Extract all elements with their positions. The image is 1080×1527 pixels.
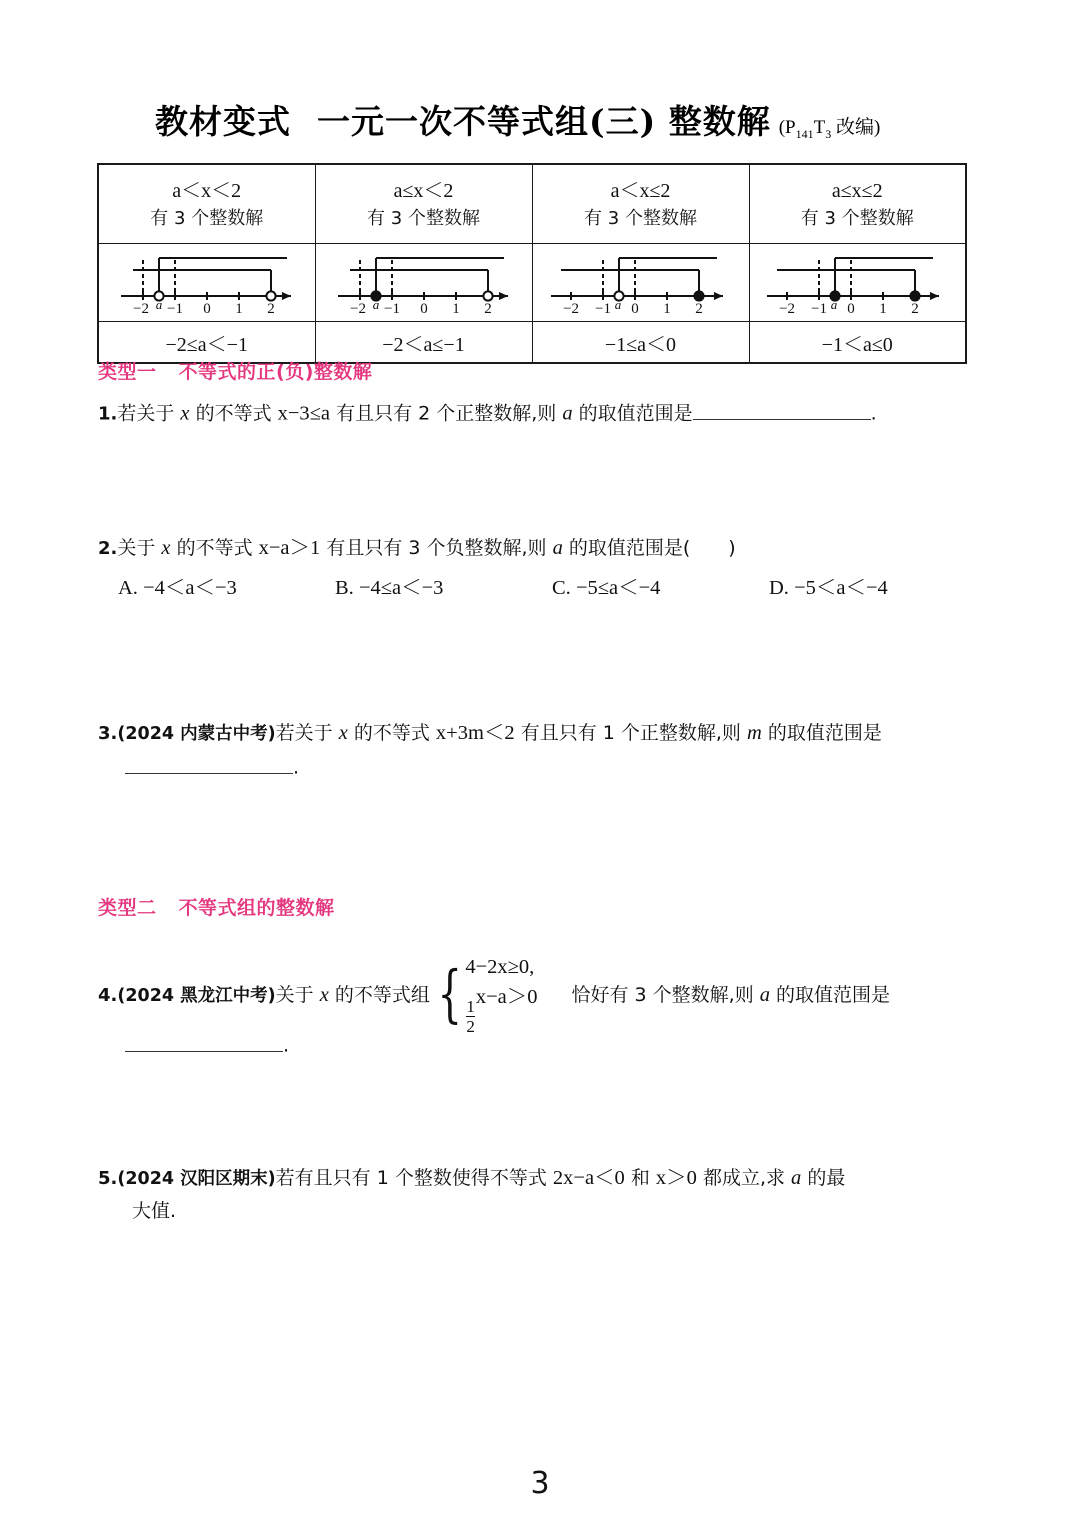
- question-2-text-d: 的取值范围是( ): [562, 537, 736, 559]
- a-label-2: a: [372, 297, 379, 312]
- question-1-var-x: x: [180, 402, 190, 425]
- tick-label-1-3: 1: [235, 301, 243, 316]
- tick-label-2-4: 2: [483, 301, 492, 316]
- fraction-numerator: 1: [466, 997, 475, 1017]
- page-title-topic: 一元一次不等式组(三) 整数解: [317, 102, 771, 141]
- tick-label-4-0: −2: [779, 301, 796, 316]
- question-1-expression: x−3≤a: [277, 402, 331, 425]
- endpoint-open-right-1: [266, 291, 275, 300]
- question-5-text-c: 都成立,求: [696, 1167, 792, 1189]
- question-3-var-x: x: [338, 722, 348, 744]
- question-4: [98, 955, 890, 1038]
- table-cell-diagram-3: [532, 244, 749, 322]
- a-label-4: a: [831, 297, 838, 312]
- question-1-text-d: 的取值范围是: [572, 402, 693, 425]
- table-cell-answer-1: −2≤a＜−1: [98, 322, 315, 364]
- question-2-expression: x−a＞1: [258, 537, 321, 559]
- section-heading-type-one: [98, 357, 372, 384]
- question-3-answer-row: [125, 752, 299, 784]
- question-1: [98, 398, 877, 430]
- ref-tail: 改编): [831, 117, 881, 138]
- question-4-text-c: 恰好有 3 个整数解,则: [571, 984, 760, 1007]
- question-5-text-b: 和: [624, 1167, 656, 1189]
- question-4-text-a: 关于: [275, 984, 320, 1007]
- tick-label-3-2: 0: [630, 301, 639, 316]
- question-1-var-a: a: [562, 402, 573, 425]
- table-cell-condition-2: [315, 164, 532, 244]
- number-line-diagram-1: [107, 244, 307, 316]
- question-2-options: [118, 570, 888, 600]
- question-3-text-a: 若关于: [275, 722, 339, 744]
- a-label-3: a: [614, 297, 621, 312]
- table-cell-condition-3: [532, 164, 749, 244]
- question-5-text-d: 的最: [801, 1167, 846, 1189]
- table-row-diagrams: [98, 244, 966, 322]
- fraction-denominator: 2: [466, 1016, 475, 1036]
- section-two-name: 不等式组的整数解: [178, 897, 335, 919]
- condition-text-2: a≤x＜2: [393, 180, 454, 202]
- tick-label-2-0: −2: [349, 301, 366, 316]
- condition-text-1: a＜x＜2: [172, 180, 242, 202]
- option-d-key: D.: [769, 577, 789, 599]
- tick-label-2-3: 1: [451, 301, 460, 316]
- question-4-system-line-2-rest: x−a＞0: [475, 985, 538, 1008]
- question-3-tail: .: [293, 756, 300, 779]
- page-number: 3: [530, 1466, 550, 1501]
- endpoint-filled-right-4: [911, 291, 920, 300]
- question-4-var-x: x: [319, 984, 329, 1007]
- condition-text-4: a≤x≤2: [831, 180, 883, 202]
- endpoint-open-right-2: [483, 291, 492, 300]
- question-4-system-line-1: 4−2x≥0,: [465, 956, 535, 978]
- question-4-answer-blank[interactable]: [125, 1030, 283, 1052]
- question-2-text-c: 有且只有 3 个负整数解,则: [320, 537, 553, 559]
- question-5-text-a: 若有且只有 1 个整数使得不等式: [275, 1167, 553, 1189]
- question-5-line-2: 大值.: [132, 1200, 177, 1222]
- count-text-4: 有 3 个整数解: [800, 208, 914, 229]
- question-3-source: (2024 内蒙古中考): [117, 724, 276, 744]
- table-row-conditions: [98, 164, 966, 244]
- table-cell-answer-4: −1＜a≤0: [749, 322, 966, 364]
- section-one-label: 类型一: [98, 361, 157, 383]
- option-a[interactable]: [118, 570, 335, 600]
- section-heading-type-two: [98, 893, 335, 920]
- question-5-number: 5.: [98, 1168, 118, 1189]
- question-4-number: 4.: [98, 985, 118, 1007]
- tick-label-3-1: −1: [594, 301, 611, 316]
- question-3-answer-blank[interactable]: [125, 752, 293, 774]
- tick-label-2-2: 0: [419, 301, 428, 316]
- question-4-system: [430, 953, 538, 1036]
- tick-label-4-2: 0: [847, 301, 855, 316]
- page-title: [155, 96, 880, 143]
- question-2: [98, 533, 736, 565]
- option-b[interactable]: [335, 570, 552, 600]
- question-5-source: (2024 汉阳区期末): [117, 1169, 276, 1189]
- tick-label-1-1: −1: [166, 301, 183, 316]
- table-cell-condition-1: [98, 164, 315, 244]
- question-1-text-b: 的不等式: [189, 402, 278, 425]
- tick-label-1-4: 2: [267, 301, 275, 316]
- question-1-text-c: 有且只有 2 个正整数解,则: [330, 402, 563, 425]
- tick-label-1-0: −2: [132, 301, 149, 316]
- question-4-source: (2024 黑龙江中考): [117, 986, 276, 1007]
- table-cell-diagram-1: [98, 244, 315, 322]
- table-cell-answer-2: −2＜a≤−1: [315, 322, 532, 364]
- question-2-text-a: 关于: [117, 537, 162, 559]
- option-c[interactable]: [552, 570, 769, 600]
- option-a-key: A.: [118, 577, 138, 599]
- question-5-expression-1: 2x−a＜0: [552, 1167, 625, 1189]
- question-4-var-a: a: [759, 984, 770, 1007]
- count-text-2: 有 3 个整数解: [367, 208, 480, 229]
- table-cell-diagram-2: [315, 244, 532, 322]
- question-2-number: 2.: [98, 538, 118, 559]
- question-1-text-a: 若关于: [117, 402, 181, 425]
- endpoint-filled-right-3: [694, 291, 703, 300]
- option-b-value: −4≤a＜−3: [358, 577, 444, 599]
- number-line-diagram-2: [324, 244, 524, 316]
- question-1-number: 1.: [98, 403, 118, 425]
- question-4-text-b: 的不等式组: [328, 984, 430, 1007]
- option-d-value: −5＜a＜−4: [794, 577, 888, 599]
- section-one-name: 不等式的正(负)整数解: [178, 361, 373, 383]
- number-line-diagram-4: [757, 244, 957, 316]
- question-1-tail: .: [870, 402, 877, 425]
- tick-label-3-3: 1: [662, 301, 671, 316]
- question-2-text-b: 的不等式: [170, 537, 259, 559]
- question-5-expression-2: x＞0: [655, 1167, 697, 1189]
- count-text-1: 有 3 个整数解: [150, 208, 264, 229]
- a-label-1: a: [155, 297, 162, 312]
- question-3-text-b: 的不等式: [347, 722, 436, 744]
- tick-label-4-3: 1: [879, 301, 887, 316]
- question-3-expression: x+3m＜2: [435, 722, 515, 744]
- question-2-var-a: a: [552, 537, 563, 559]
- option-a-value: −4＜a＜−3: [143, 577, 237, 599]
- ref-open: (P: [778, 117, 796, 138]
- ref-sub-page: 141: [795, 126, 814, 141]
- condition-text-3: a＜x≤2: [610, 180, 671, 202]
- table-cell-diagram-4: [749, 244, 966, 322]
- table-cell-condition-4: [749, 164, 966, 244]
- question-3-text-c: 有且只有 1 个正整数解,则: [514, 722, 747, 744]
- question-3-text-d: 的取值范围是: [761, 722, 882, 744]
- option-b-key: B.: [335, 577, 354, 599]
- question-3: [98, 718, 882, 750]
- question-4-tail: .: [283, 1034, 290, 1057]
- question-2-var-x: x: [161, 537, 171, 559]
- tick-label-3-0: −2: [562, 301, 579, 316]
- reference-table: [97, 163, 967, 364]
- option-d[interactable]: [769, 570, 888, 600]
- question-5: [98, 1163, 845, 1195]
- ref-mid: T: [813, 117, 826, 138]
- option-c-value: −5≤a＜−4: [575, 577, 661, 599]
- question-3-var-m: m: [746, 722, 762, 744]
- tick-label-4-1: −1: [811, 301, 828, 316]
- question-4-answer-row: [125, 1030, 289, 1062]
- question-4-text-d: 的取值范围是: [770, 984, 891, 1007]
- page-title-label: 教材变式: [155, 102, 291, 141]
- question-4-fraction: [466, 998, 475, 1036]
- section-two-label: 类型二: [98, 897, 157, 919]
- left-brace-icon: {: [437, 957, 462, 1031]
- count-text-3: 有 3 个整数解: [584, 208, 697, 229]
- tick-label-3-4: 2: [694, 301, 703, 316]
- number-line-diagram-3: [541, 244, 741, 316]
- question-1-answer-blank[interactable]: [693, 398, 871, 420]
- tick-label-2-1: −1: [383, 301, 400, 316]
- option-c-key: C.: [552, 577, 571, 599]
- tick-label-4-4: 2: [911, 301, 919, 316]
- tick-label-1-2: 0: [203, 301, 211, 316]
- table-cell-answer-3: −1≤a＜0: [532, 322, 749, 364]
- ref-sub-item: 3: [825, 126, 832, 141]
- page-title-reference: [779, 112, 881, 142]
- question-3-number: 3.: [98, 723, 118, 744]
- question-5-var-a: a: [791, 1167, 802, 1189]
